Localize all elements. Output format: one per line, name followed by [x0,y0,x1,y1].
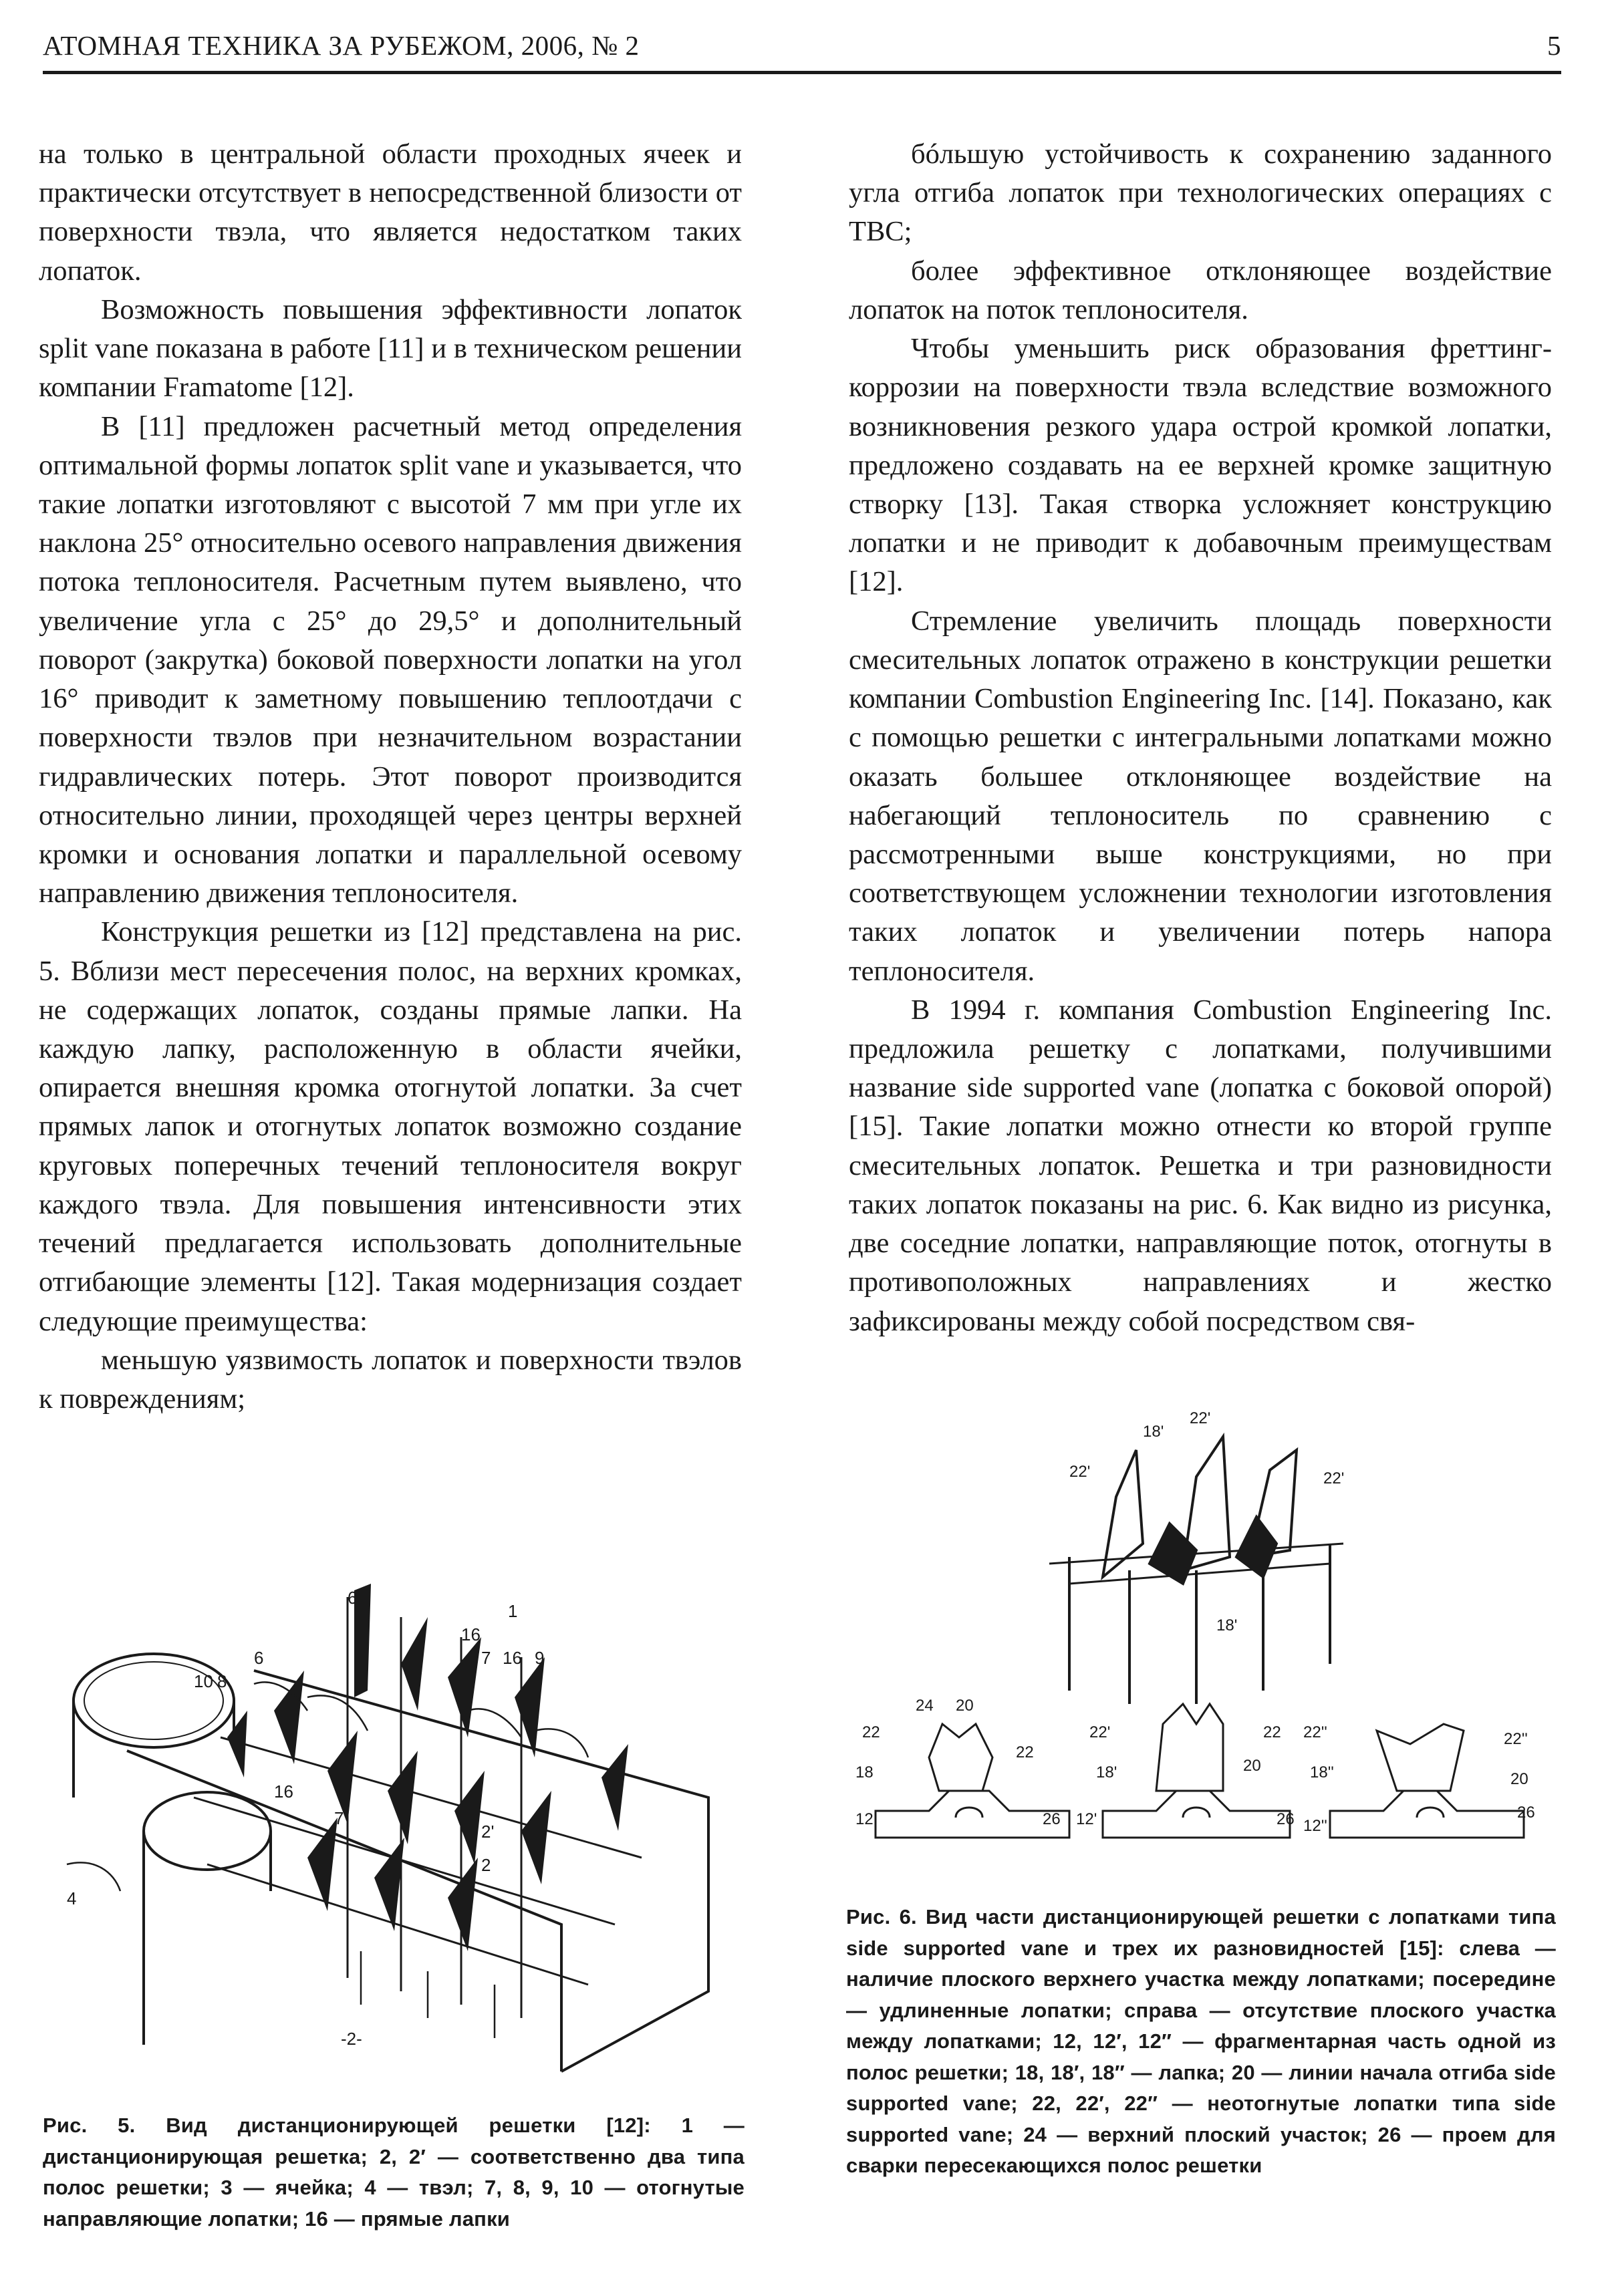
page-number: 5 [1547,30,1561,61]
figure-6-caption: Рис. 6. Вид части дистанционирующей решетки с лопатками типа side supported vane и трех их разновидностей [15]: слева — наличие плоского верхнего участка между лопатками; посередине — удлиненные лопатки; справа — отсутствие плоского участка между лопатками; 12, 12′, 12″ — фрагментарная часть одной из полос решетки; 18, 18′, 18″ — лапка; 20 — линии начала отгиба side supported vane; 22, 22′, 22″ — неотогнутые лопатки типа side supported vane; 24 — верхний плоский участок; 26 — проем для сварки пересекающихся полос решетки [846,1905,1556,2177]
fig6-left-label-22a: 22 [862,1723,880,1741]
fig5-label-2prime: 2' [481,1822,495,1842]
fig5-label-10: 10 [194,1671,213,1691]
fuel-rod-top-ellipse [74,1654,234,1747]
fig6-top-label-22prime-b: 22' [1069,1463,1091,1481]
fig6-right-label-26: 26 [1517,1804,1535,1822]
fig6-right-label-18dprime: 18'' [1310,1763,1334,1781]
right-paragraph-3: Чтобы уменьшить риск образования фреттинг-коррозии на поверхности твэла вследствие возможного возникновения резкого удара острой кромкой лопатки, предложено создавать на ее верхней кромке защитную створку [13]. Такая створка усложняет конструкцию лопатки и не приводит к добавочным преимуществам [12]. [849,333,1552,598]
fig6-left-label-18: 18 [855,1763,874,1781]
fig6-left-label-20: 20 [956,1697,974,1715]
fig5-label-4: 4 [67,1888,77,1908]
fig5-label-1: 1 [508,1601,518,1621]
fig6-right-label-20: 20 [1510,1770,1528,1788]
fig5-label-7b: 7 [334,1808,344,1828]
fig5-label-7a: 7 [481,1648,491,1668]
fig6-mid-label-22prime: 22' [1089,1723,1111,1741]
fig5-label-2: 2 [481,1855,491,1875]
left-paragraph-1: на только в центральной области проходных ячеек и практически отсутствует в непосредственной близости от поверхности твэла, что является недостатком таких лопаток. [39,138,742,287]
fig5-label-16a: 16 [461,1624,481,1644]
fig5-label-6a: 6 [348,1588,358,1608]
fig6-top-label-18prime-b: 18' [1216,1616,1238,1634]
left-paragraph-4: Конструкция решетки из [12] представлена на рис. 5. Вблизи мест пересечения полос, на верхних кромках, не содержащих лопаток, созданы прямые лапки. На каждую лапку, расположенную в области ячейки, опирается внешняя кромка отогнутой лопатки. За счет прямых лапок и отогнутых лопаток возможно создание круговых поперечных течений теплоносителя вокруг каждого твэла. Для повышения интенсивности этих течений предлагается использовать дополнительные отгибающие элементы [12]. Такая модернизация создает следующие преимущества: [39,916,742,1337]
header-rule [43,71,1561,74]
fig6-left-label-26: 26 [1043,1810,1061,1828]
right-paragraph-4: Стремление увеличить площадь поверхности смесительных лопаток отражено в конструкции решетки компании Combustion Engineering Inc. [14]. Показано, как с помощью решетки с интегральными лопатками можно оказать большее отклоняющее воздействие на набегающий теплоноситель по сравнению с рассмотренными выше конструкциями, но при соответствующем усложнении технологии изготовления таких лопаток и увеличении потерь напора теплоносителя. [849,605,1552,987]
fig6-mid-label-12prime: 12' [1076,1810,1097,1828]
left-paragraph-2: Возможность повышения эффективности лопаток split vane показана в работе [11] и в техническом решении компании Framatome [12]. [39,293,742,404]
figure-5-caption: Рис. 5. Вид дистанционирующей решетки [12]: 1 — дистанционирующая решетка; 2, 2′ — соответственно два типа полос решетки; 3 — ячейка; 4 — твэл; 7, 8, 9, 10 — отогнутые направляющие лопатки; 16 — прямые лапки [43,2114,745,2231]
fig5-label-16b: 16 [503,1648,522,1668]
figure-6-svg [849,1410,1557,1891]
fig6-left-label-24: 24 [916,1697,934,1715]
fig6-right-label-22dprime-a: 22'' [1303,1723,1327,1741]
figure-5-svg [53,1577,749,2098]
fig6-mid-label-20: 20 [1243,1757,1261,1775]
fig6-right-label-22dprime-b: 22'' [1504,1730,1528,1748]
fig6-mid-label-26: 26 [1277,1810,1295,1828]
left-paragraph-3: В [11] предложен расчетный метод определения оптимальной формы лопаток split vane и указывается, что такие лопатки изготовляют с высотой 7 мм при угле их наклона 25° относительно осевого направления движения потока теплоносителя. Расчетным путем выявлено, что увеличение угла с 25° до 29,5° и дополнительный поворот (закрутка) боковой поверхности лопатки на угол 16° приводит к заметному повышению теплоотдачи с поверхности твэлов при незначительном возрастании гидравлических потерь. Этот поворот производится относительно линии, проходящей через центры верхней кромки и основания лопатки и параллельной осевому направлению движения теплоносителя. [39,410,742,909]
right-column [849,135,1552,1341]
fig6-left-label-22b: 22 [1016,1743,1034,1761]
fig6-right-label-12dprime: 12'' [1303,1817,1327,1835]
fig6-mid-label-18prime: 18' [1096,1763,1117,1781]
fig6-mid-label-22: 22 [1263,1723,1281,1741]
journal-title: АТОМНАЯ ТЕХНИКА ЗА РУБЕЖОМ, 2006, № 2 [43,30,640,61]
fig6-left-label-12: 12 [855,1810,874,1828]
right-paragraph-1: бóльшую устойчивость к сохранению заданного угла отгиба лопаток при технологических операциях с ТВС; [849,138,1552,248]
running-header [43,29,1561,69]
right-paragraph-2: более эффективное отклоняющее воздействие лопаток на поток теплоносителя. [849,255,1552,325]
right-paragraph-5: В 1994 г. компания Combustion Engineering Inc. предложила решетку с лопатками, получившими название side supported vane (лопатка с боковой опорой) [15]. Такие лопатки можно отнести ко второй группе смесительных лопаток. Решетка и три разновидности таких лопаток показаны на рис. 6. Как видно из рисунка, две соседние лопатки, направляющие поток, отогнуты в противоположных направлениях и жестко зафиксированы между собой посредством свя- [849,994,1552,1337]
fig6-top-label-22prime-a: 22' [1190,1410,1211,1427]
fig5-label-6b: 6 [254,1648,264,1668]
fig5-label-2-bottom: -2- [341,2029,362,2049]
left-paragraph-5: меньшую уязвимость лопаток и поверхности твэлов к повреждениям; [39,1344,742,1415]
fig5-label-8: 8 [217,1671,227,1691]
figure-6-drawing [849,1410,1557,1891]
left-column [39,135,742,1419]
fig5-label-9: 9 [535,1648,545,1668]
fig6-top-label-18prime-a: 18' [1143,1423,1164,1441]
fig5-label-16c: 16 [274,1781,293,1802]
fig6-top-label-22prime-c: 22' [1323,1469,1345,1487]
figure-5-drawing [53,1577,749,2098]
